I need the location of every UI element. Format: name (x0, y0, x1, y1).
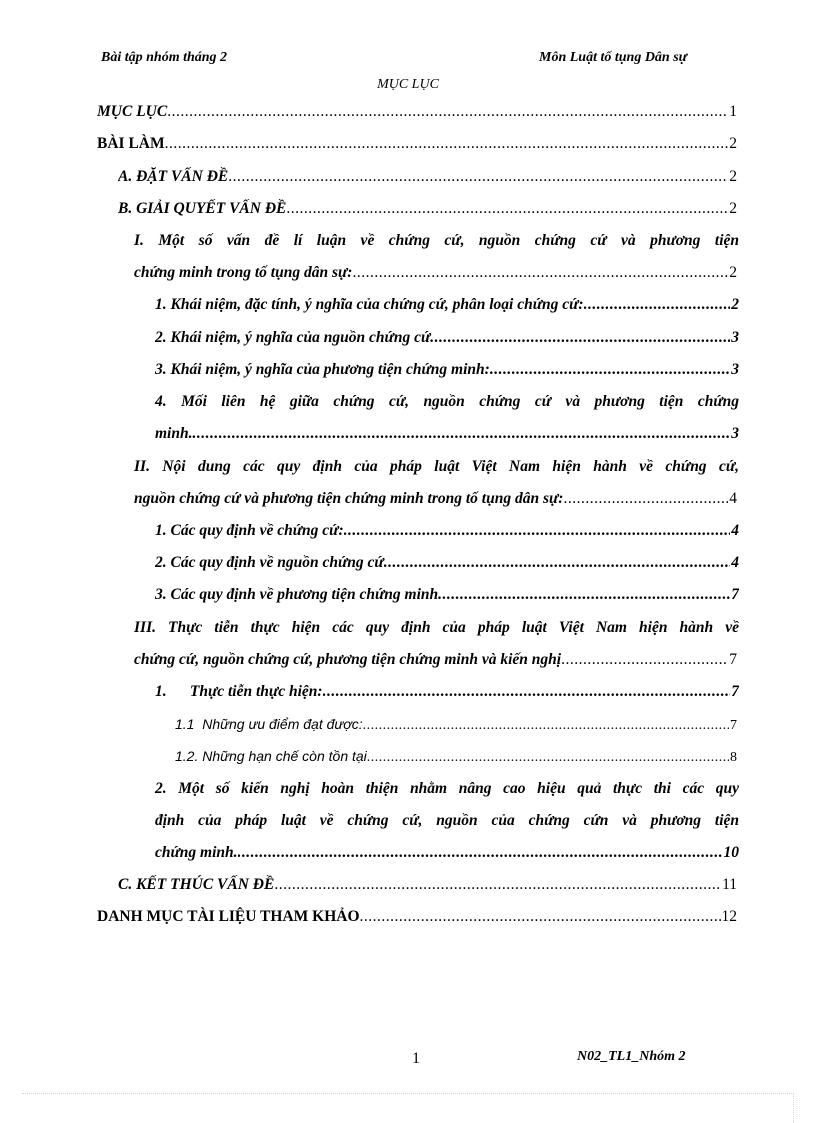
toc-entry-label: 3. Khái niệm, ý nghĩa của phương tiện chứng minh: (155, 361, 490, 378)
toc-entry-i-line2[interactable] (134, 263, 737, 283)
toc-entry-page: 2 (729, 200, 737, 217)
toc-entry-page: 4 (729, 490, 737, 507)
toc-entry-iii-line1[interactable]: III. Thực tiễn thực hiện các quy định của pháp luật Việt Nam hiện hành về (134, 619, 739, 636)
toc-entry-iii-1-2[interactable] (175, 746, 737, 768)
toc-entry-label: B. GIẢI QUYẾT VẤN ĐỀ (118, 200, 287, 217)
toc-entry-label: 1.1 Những ưu điểm đạt được: (175, 716, 363, 732)
toc-entry-c[interactable] (118, 875, 737, 895)
toc-entry-i-4-line2[interactable] (155, 424, 739, 444)
toc-entry-page: 3 (731, 425, 739, 442)
toc-entry-bai-lam[interactable] (97, 134, 737, 154)
toc-entry-i-4-line1[interactable]: 4. Mối liên hệ giữa chứng cứ, nguồn chứng cứ và phương tiện chứng (155, 393, 739, 410)
page-title: MỤC LỤC (377, 77, 439, 92)
toc-entry-label: 1. Khái niệm, đặc tính, ý nghĩa của chứng cứ, phân loại chứng cứ: (155, 296, 584, 313)
toc-entry-page: 8 (730, 750, 737, 765)
toc-entry-page: 1 (729, 103, 737, 120)
toc-entry-ii-3[interactable] (155, 585, 739, 605)
toc-entry-b[interactable] (118, 199, 737, 219)
toc-entry-page: 11 (722, 876, 737, 893)
toc-entry-iii-1[interactable] (155, 682, 739, 702)
toc-entry-iii-2-line2[interactable]: định của pháp luật về chứng cứ, nguồn của chứng cứn và phương tiện (155, 812, 739, 829)
toc-entry-label: nguồn chứng cứ và phương tiện chứng minh trong tố tụng dân sự: (134, 490, 564, 507)
header-right: Môn Luật tố tụng Dân sự (539, 50, 688, 65)
toc-entry-page: 7 (731, 683, 739, 700)
toc-entry-label: MỤC LỤC (97, 103, 168, 120)
toc-entry-page: 7 (731, 586, 739, 603)
toc-entry-i-2[interactable] (155, 328, 739, 348)
toc-entry-iii-2-line1[interactable]: 2. Một số kiến nghị hoàn thiện nhằm nâng cao hiệu quả thực thi các quy (155, 780, 739, 797)
toc-entry-label: chứng minh. (155, 844, 238, 861)
header-left: Bài tập nhóm tháng 2 (101, 50, 228, 65)
page-boundary-line (22, 1093, 794, 1094)
toc-entry-ii-2[interactable] (155, 553, 739, 573)
toc-entry-i-1[interactable] (155, 295, 739, 315)
toc-entry-page: 2 (729, 264, 737, 281)
toc-entry-label: minh. (155, 425, 193, 442)
toc-entry-iii-line2[interactable] (134, 650, 737, 670)
toc-entry-label: 1. Các quy định về chứng cứ: (155, 522, 344, 539)
toc-entry-label: 2. Các quy định về nguồn chứng cứ (155, 554, 384, 571)
footer-page-number: 1 (412, 1050, 420, 1067)
toc-entry-label: C. KẾT THÚC VẤN ĐỀ (118, 876, 275, 893)
toc-entry-iii-2-line3[interactable] (155, 843, 739, 863)
toc-entry-page: 10 (723, 844, 739, 861)
toc-entry-page: 2 (729, 168, 737, 185)
toc-entry-i-3[interactable] (155, 360, 739, 380)
page-boundary-line (793, 1093, 794, 1123)
toc-entry-page: 2 (731, 296, 739, 313)
toc-entry-label: 2. Khái niệm, ý nghĩa của nguồn chứng cứ (155, 329, 431, 346)
toc-entry-label: 3. Các quy định về phương tiện chứng minh (155, 586, 439, 603)
toc-entry-iii-1-1[interactable] (175, 714, 737, 736)
toc-entry-label: chứng minh trong tố tụng dân sự: (134, 264, 353, 281)
footer-group-code: N02_TL1_Nhóm 2 (577, 1049, 686, 1064)
toc-entry-label: 1. Thực tiễn thực hiện: (155, 683, 323, 700)
toc-entry-label: DANH MỤC TÀI LIỆU THAM KHẢO (97, 908, 360, 925)
toc-entry-a[interactable] (118, 167, 737, 187)
toc-entry-page: 4 (731, 554, 739, 571)
toc-entry-ii-line2[interactable] (134, 489, 737, 509)
toc-entry-ii-1[interactable] (155, 521, 739, 541)
toc-entry-label: BÀI LÀM (97, 135, 165, 152)
toc-entry-page: 7 (729, 651, 737, 668)
toc-entry-page: 3 (731, 329, 739, 346)
toc-entry-label: chứng cứ, nguồn chứng cứ, phương tiện chứng minh và kiến nghị (134, 651, 562, 668)
toc-entry-page: 4 (731, 522, 739, 539)
toc-entry-ii-line1[interactable]: II. Nội dung các quy định của pháp luật Việt Nam hiện hành về chứng cứ, (134, 458, 739, 475)
toc-entry-muc-luc[interactable] (97, 102, 737, 122)
toc-entry-label: A. ĐẶT VẤN ĐỀ (118, 168, 229, 185)
toc-entry-i-line1[interactable]: I. Một số vấn đề lí luận về chứng cứ, nguồn chứng cứ và phương tiện (134, 232, 739, 249)
toc-entry-page: 2 (729, 135, 737, 152)
toc-entry-page: 3 (731, 361, 739, 378)
toc-entry-page: 12 (721, 908, 737, 925)
toc-entry-page: 7 (730, 718, 737, 733)
toc-entry-danh-muc[interactable] (97, 907, 737, 927)
toc-entry-label: 1.2. Những hạn chế còn tồn tại (175, 748, 367, 764)
